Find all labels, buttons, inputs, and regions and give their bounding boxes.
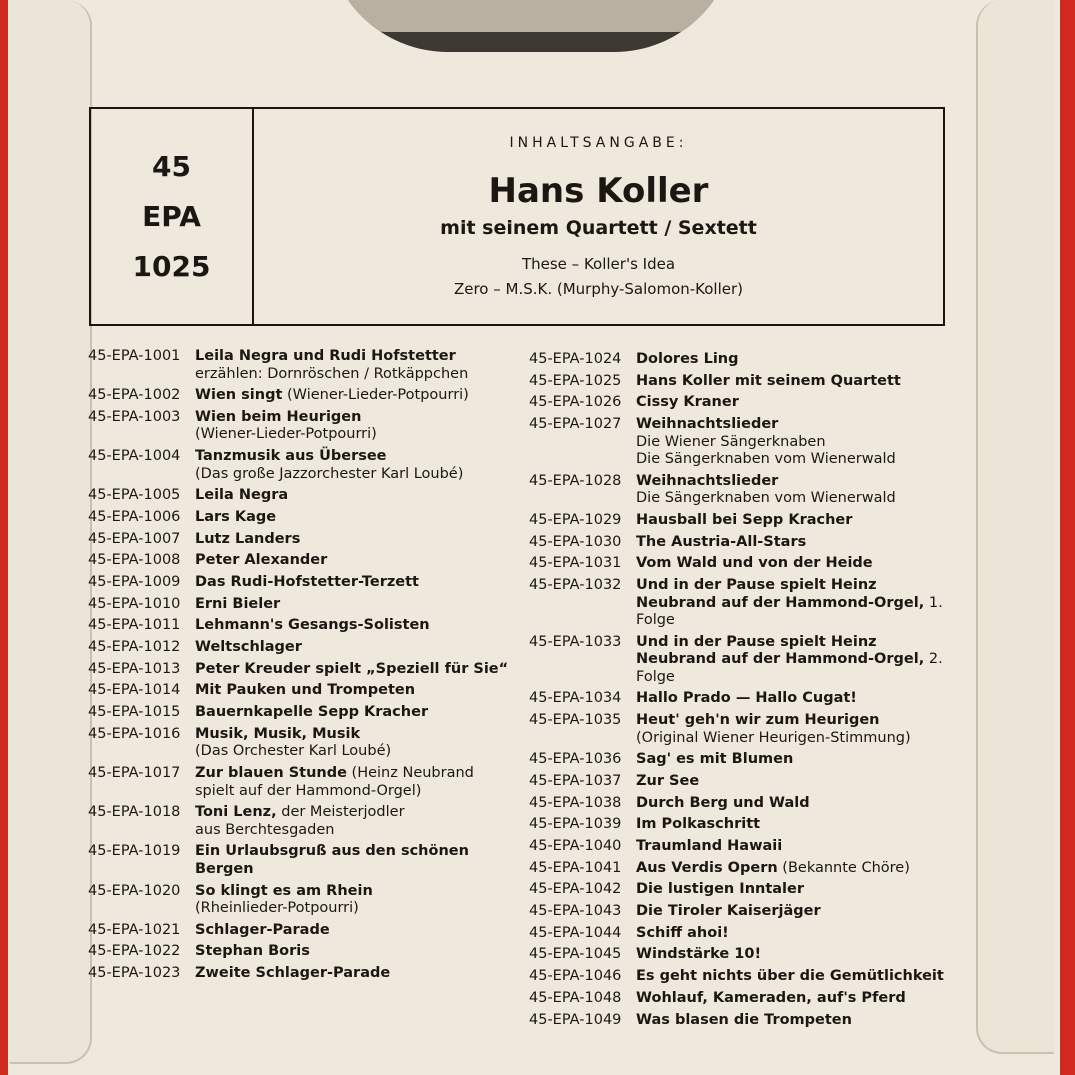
entry-detail: aus Berchtesgaden [195,821,335,838]
entry-code: 45-EPA-1044 [529,924,622,941]
entry-code: 45-EPA-1016 [88,725,181,742]
entry-note: (Wiener-Lieder-Potpourri) [282,387,469,404]
entry-code: 45-EPA-1021 [88,921,181,938]
entry-code: 45-EPA-1003 [88,408,181,425]
right-flap [976,0,1054,1054]
catalog-entry [88,843,518,878]
entry-note: 2. Folge [636,651,943,685]
entry-description [636,795,954,813]
entry-detail: Die Sängerknaben vom Wienerwald [636,490,896,507]
entry-code: 45-EPA-1025 [529,372,622,389]
catalog-entry [529,946,954,964]
entry-code: 45-EPA-1012 [88,639,181,656]
catalog-entry [88,943,518,961]
entry-code: 45-EPA-1045 [529,946,622,963]
entry-description [195,965,518,983]
entry-code: 45-EPA-1043 [529,903,622,920]
catalog-entry [88,922,518,940]
entry-title: Die Tiroler Kaiserjäger [636,903,821,920]
entry-code: 45-EPA-1028 [529,472,622,489]
catalog-entry [88,639,518,657]
entry-code: 45-EPA-1011 [88,617,181,634]
catalog-entry [88,682,518,700]
entry-description [636,1012,954,1030]
entry-title: Zweite Schlager-Parade [195,965,391,982]
catalog-entry [529,473,954,508]
entry-description [636,751,954,769]
entry-description [636,373,954,391]
entry-code: 45-EPA-1013 [88,660,181,677]
catalog-line-3: 1025 [132,249,211,283]
entry-title: Zur blauen Stunde [195,765,347,781]
entry-description [195,348,518,383]
catalog-entry [88,765,518,800]
catalog-entry [529,751,954,769]
entry-description [195,661,518,679]
entry-code: 45-EPA-1017 [88,765,181,781]
entry-title: The Austria-All-Stars [636,533,807,550]
entry-code: 45-EPA-1033 [529,633,622,650]
catalog-entry [529,968,954,986]
catalog-entry [529,512,954,530]
entry-description [636,534,954,552]
entry-title: Zur See [636,772,700,789]
entry-title: Hallo Prado — Hallo Cugat! [636,690,857,707]
entry-title: Peter Alexander [195,552,328,569]
entry-description [636,473,954,508]
entry-title: Heut' geh'n wir zum Heurigen [636,712,880,729]
entry-code: 45-EPA-1036 [529,751,622,768]
catalog-entry [88,387,518,405]
entry-code: 45-EPA-1041 [529,859,622,876]
entry-code: 45-EPA-1001 [88,348,181,364]
entry-title: Wohlauf, Kameraden, auf's Pferd [636,989,906,1006]
catalog-entry [88,596,518,614]
entry-title: Weihnachtslieder [636,416,779,433]
entry-title: Hans Koller mit seinem Quartett [636,372,901,389]
entry-description [195,843,518,878]
entry-description [195,943,518,961]
entry-description [636,773,954,791]
entry-description [195,487,518,505]
entry-title: Hausball bei Sepp Kracher [636,511,853,528]
entry-description [636,712,954,747]
entry-title: Cissy Kraner [636,394,739,411]
entry-description [195,765,518,800]
entry-description [195,574,518,592]
entry-title: So klingt es am Rhein [195,882,373,899]
entry-code: 45-EPA-1037 [529,772,622,789]
entry-detail: Die Wiener Sängerknaben [636,433,826,450]
entry-description [636,925,954,943]
entry-description [195,704,518,722]
entry-title: Dolores Ling [636,351,739,367]
entry-code: 45-EPA-1022 [88,943,181,960]
entry-description [195,804,518,839]
entry-description [195,596,518,614]
entry-description [636,860,954,878]
catalog-entry [529,773,954,791]
catalog-entry [529,712,954,747]
entry-code: 45-EPA-1009 [88,574,181,590]
entry-title: Traumland Hawaii [636,838,783,854]
entry-description [195,726,518,761]
entry-detail: Die Sängerknaben vom Wienerwald [636,451,896,468]
entry-description [195,531,518,549]
entry-code: 45-EPA-1004 [88,448,181,465]
entry-description [636,351,954,369]
entry-description [636,555,954,573]
entry-description [195,409,518,444]
catalog-entry [529,351,954,369]
entry-title: Was blasen die Trompeten [636,1011,852,1028]
catalog-entry [88,617,518,635]
entry-code: 45-EPA-1026 [529,394,622,411]
entry-code: 45-EPA-1008 [88,552,181,569]
entry-code: 45-EPA-1042 [529,881,622,898]
catalog-line-1: 45 [152,149,191,183]
entry-description [195,639,518,657]
entry-title: Lehmann's Gesangs-Solisten [195,617,430,634]
entry-title: Erni Bieler [195,595,281,612]
entry-detail: spielt auf der Hammond-Orgel) [195,782,422,799]
entry-title: Ein Urlaubsgruß aus den schönen Bergen [195,843,469,877]
entry-title: Leila Negra [195,487,289,504]
catalog-entry [88,552,518,570]
catalog-entry [529,990,954,1008]
catalog-entry [529,881,954,899]
entry-description [195,682,518,700]
entry-code: 45-EPA-1039 [529,816,622,833]
entry-code: 45-EPA-1015 [88,704,181,721]
record-cutout [326,0,736,52]
catalog-entry [88,509,518,527]
entry-code: 45-EPA-1046 [529,968,622,985]
catalog-entry [529,925,954,943]
catalog-entry [529,534,954,552]
entry-description [195,922,518,940]
entry-code: 45-EPA-1031 [529,555,622,572]
entry-code: 45-EPA-1038 [529,794,622,811]
entry-title: Lars Kage [195,508,277,525]
catalog-entry [529,690,954,708]
entry-code: 45-EPA-1010 [88,595,181,612]
entry-code: 45-EPA-1006 [88,508,181,525]
entry-code: 45-EPA-1019 [88,843,181,860]
entry-code: 45-EPA-1040 [529,838,622,854]
catalog-entry [529,373,954,391]
entry-title: Schiff ahoi! [636,924,729,941]
left-flap [10,0,92,1064]
entry-code: 45-EPA-1032 [529,577,622,593]
entry-code: 45-EPA-1048 [529,989,622,1006]
contents-info [254,109,943,324]
entry-title: Tanzmusik aus Übersee [195,448,387,465]
entry-description [195,617,518,635]
entry-code: 45-EPA-1029 [529,511,622,528]
catalog-list-left [88,348,518,987]
entry-description [636,990,954,1008]
entry-title: Es geht nichts über die Gemütlichkeit [636,968,944,985]
entry-description [636,946,954,964]
entry-detail: (Original Wiener Heurigen-Stimmung) [636,729,911,746]
entry-description [636,634,954,687]
catalog-entry [529,577,954,630]
entry-detail: (Wiener-Lieder-Potpourri) [195,426,377,443]
entry-title: Bauernkapelle Sepp Kracher [195,704,429,721]
entry-title: Peter Kreuder spielt „Speziell für Sie“ [195,660,509,677]
entry-title: Und in der Pause spielt Heinz Neubrand auf der Hammond-Orgel, [636,633,925,668]
entry-description [636,903,954,921]
entry-title: Das Rudi-Hofstetter-Terzett [195,574,419,590]
catalog-entry [529,838,954,856]
contents-label: INHALTSANGABE: [509,135,688,151]
entry-title: Vom Wald und von der Heide [636,555,873,572]
entry-code: 45-EPA-1024 [529,351,622,367]
catalog-entry [88,348,518,383]
entry-note: 1. Folge [636,594,943,628]
catalog-entry [88,409,518,444]
entry-code: 45-EPA-1014 [88,682,181,699]
catalog-line-2: EPA [142,199,201,233]
artist-name: Hans Koller [488,171,709,211]
entry-detail: (Rheinlieder-Potpourri) [195,900,359,917]
entry-code: 45-EPA-1034 [529,690,622,707]
entry-detail: (Das Orchester Karl Loubé) [195,743,392,760]
entry-code: 45-EPA-1023 [88,965,181,982]
entry-description [195,509,518,527]
catalog-entry [88,804,518,839]
catalog-entry [529,1012,954,1030]
entry-code: 45-EPA-1027 [529,416,622,433]
catalog-entry [88,487,518,505]
entry-description [636,577,954,630]
header-box [89,107,945,326]
catalog-entry [529,555,954,573]
entry-description [636,881,954,899]
entry-title: Wien beim Heurigen [195,408,362,425]
entry-title: Toni Lenz, [195,804,277,821]
catalog-entry [529,795,954,813]
entry-code: 45-EPA-1002 [88,387,181,404]
entry-note: (Bekannte Chöre) [777,859,910,876]
entry-title: Windstärke 10! [636,946,762,963]
entry-title: Aus Verdis Opern [636,859,778,876]
entry-description [636,690,954,708]
catalog-entry [529,903,954,921]
entry-detail: erzählen: Dornröschen / Rotkäppchen [195,365,469,382]
entry-title: Leila Negra und Rudi Hofstetter [195,348,456,364]
entry-note: (Heinz Neubrand [346,765,474,781]
entry-title: Stephan Boris [195,943,310,960]
catalog-entry [529,634,954,687]
catalog-number [91,109,254,324]
entry-title: Sag' es mit Blumen [636,751,794,768]
entry-code: 45-EPA-1049 [529,1011,622,1028]
entry-code: 45-EPA-1035 [529,712,622,729]
catalog-entry [88,574,518,592]
entry-title: Musik, Musik, Musik [195,725,361,742]
entry-description [195,387,518,405]
catalog-entry [88,661,518,679]
entry-description [636,838,954,856]
catalog-entry [88,448,518,483]
entry-code: 45-EPA-1018 [88,804,181,821]
catalog-entry [88,965,518,983]
entry-description [195,448,518,483]
catalog-entry [529,416,954,469]
entry-code: 45-EPA-1020 [88,882,181,899]
catalog-entry [88,704,518,722]
catalog-entry [529,860,954,878]
entry-description [195,883,518,918]
entry-description [636,512,954,530]
entry-description [636,816,954,834]
entry-title: Im Polkaschritt [636,816,761,833]
catalog-entry [88,531,518,549]
entry-title: Wien singt [195,387,283,404]
entry-title: Die lustigen Inntaler [636,881,805,898]
entry-detail: (Das große Jazzorchester Karl Loubé) [195,465,464,482]
entry-title: Mit Pauken und Trompeten [195,682,416,699]
catalog-entry [88,883,518,918]
catalog-entry [529,394,954,412]
entry-description [636,416,954,469]
catalog-entry [88,726,518,761]
artist-subtitle: mit seinem Quartett / Sextett [440,217,757,239]
catalog-entry [529,816,954,834]
entry-title: Lutz Landers [195,530,301,547]
entry-description [636,968,954,986]
entry-title: Und in der Pause spielt Heinz Neubrand auf der Hammond-Orgel, [636,577,925,611]
entry-title: Schlager-Parade [195,921,330,938]
catalog-list-right [529,351,954,1033]
entry-title: Weihnachtslieder [636,472,779,489]
entry-title: Weltschlager [195,639,302,656]
entry-title: Durch Berg und Wald [636,794,810,811]
entry-description [636,394,954,412]
entry-code: 45-EPA-1005 [88,487,181,504]
entry-description [195,552,518,570]
entry-note: der Meisterjodler [276,804,405,821]
entry-code: 45-EPA-1030 [529,533,622,550]
entry-code: 45-EPA-1007 [88,530,181,547]
track-2: Zero – M.S.K. (Murphy-Salomon-Koller) [453,280,744,298]
track-1: These – Koller's Idea [521,255,676,273]
